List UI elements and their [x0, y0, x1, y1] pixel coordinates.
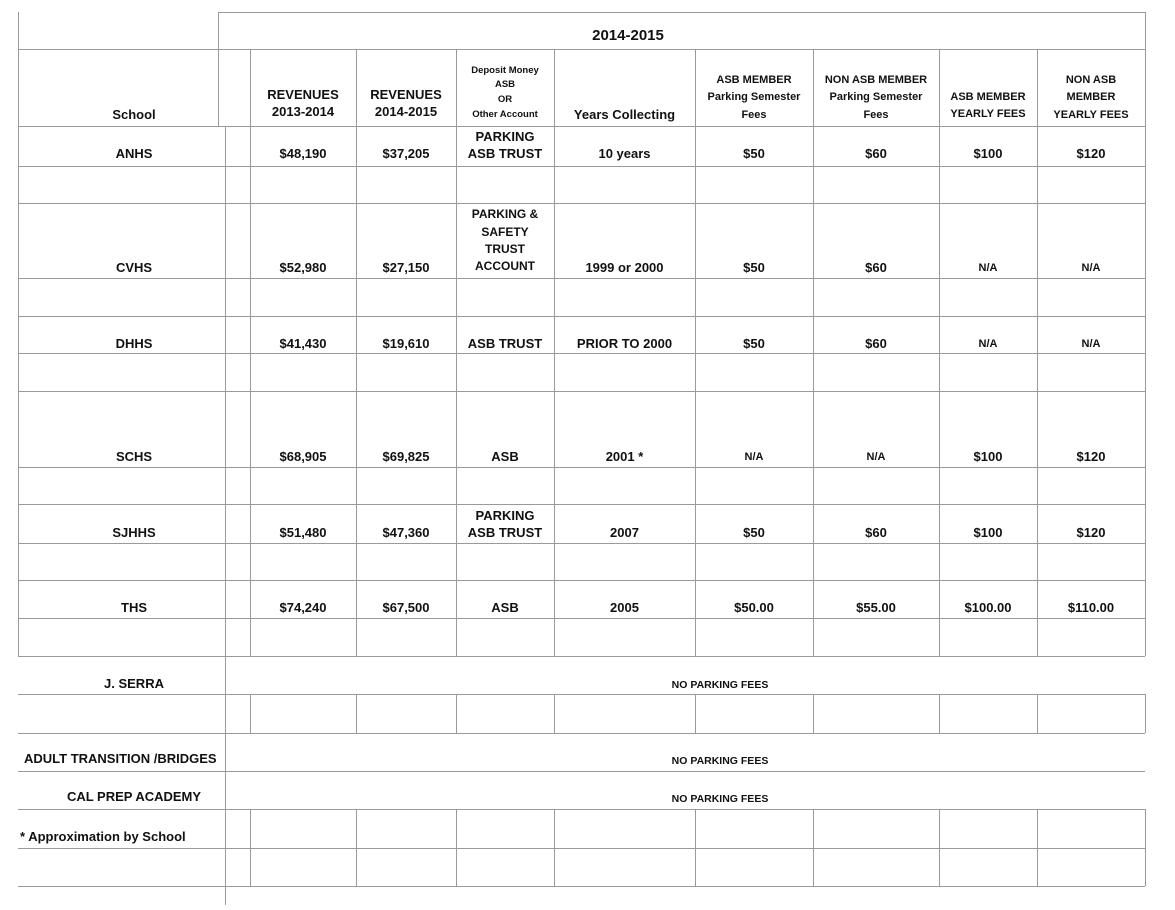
non-asb-yearly-fee: $120: [1076, 449, 1106, 465]
grid-line-horizontal: [18, 580, 1145, 581]
header-label: REVENUES: [370, 86, 442, 102]
header-school: School: [112, 107, 156, 123]
grid-line-horizontal: [18, 166, 1145, 167]
grid-line-vertical: [1145, 49, 1146, 656]
grid-line-horizontal: [18, 504, 1145, 505]
asb-yearly-fee: $100.00: [964, 600, 1012, 616]
header-non-asb-parking-fees: [813, 70, 939, 126]
years-collecting: PRIOR TO 2000: [576, 336, 673, 352]
header-label: Parking Semester: [707, 91, 801, 104]
revenue-2014-2015: $67,500: [382, 600, 430, 616]
asb-yearly-fee: $100: [973, 525, 1003, 541]
deposit-line: ASB TRUST: [467, 525, 543, 540]
grid-line-horizontal: [18, 848, 1145, 849]
non-asb-parking-fee: N/A: [866, 450, 886, 463]
deposit-account: [456, 503, 554, 545]
header-label: YEARLY FEES: [950, 108, 1026, 120]
footnote: * Approximation by School: [20, 829, 186, 845]
header-label: Deposit Money: [471, 64, 539, 76]
grid-line-vertical: [250, 694, 251, 733]
header-years-collecting: Years Collecting: [573, 107, 676, 123]
header-label: 2014-2015: [374, 104, 438, 119]
revenue-2013-2014: $74,240: [279, 600, 327, 616]
header-label: 2013-2014: [271, 104, 335, 119]
header-asb-yearly-fees: [939, 86, 1037, 126]
no-parking-fees-note: NO PARKING FEES: [671, 793, 769, 806]
header-label: ASB MEMBER: [950, 90, 1026, 103]
years-collecting: 1999 or 2000: [585, 260, 664, 276]
header-label: OR: [497, 94, 513, 105]
non-asb-parking-fee: $60: [865, 260, 887, 276]
grid-line-vertical: [554, 694, 555, 733]
deposit-line: PARKING: [475, 128, 535, 144]
grid-line-vertical: [1037, 809, 1038, 886]
non-asb-parking-fee: $60: [865, 146, 887, 162]
grid-line-vertical: [554, 809, 555, 886]
header-label: Other Account: [472, 108, 538, 120]
header-label: ASB MEMBER: [716, 74, 792, 87]
school-name: SJHHS: [112, 525, 156, 541]
asb-parking-fee: N/A: [744, 450, 764, 463]
header-label: MEMBER: [1066, 91, 1116, 104]
grid-line-vertical: [813, 809, 814, 886]
asb-yearly-fee: N/A: [978, 261, 998, 274]
school-name: CAL PREP ACADEMY: [66, 789, 202, 805]
deposit-account: ASB TRUST: [467, 336, 543, 352]
asb-parking-fee: $50: [743, 336, 765, 352]
school-name: THS: [121, 600, 147, 616]
deposit-line: TRUST: [485, 242, 525, 256]
non-asb-yearly-fee: $110.00: [1067, 600, 1115, 616]
header-label: REVENUES: [267, 86, 339, 102]
years-collecting: 10 years: [598, 146, 651, 162]
revenue-2014-2015: $69,825: [382, 449, 430, 465]
revenue-2014-2015: $37,205: [382, 146, 430, 162]
deposit-line: SAFETY: [481, 224, 529, 239]
no-parking-fees-note: NO PARKING FEES: [671, 679, 769, 692]
grid-line-horizontal: [18, 886, 1145, 887]
grid-line-vertical: [695, 694, 696, 733]
grid-line-vertical: [1145, 694, 1146, 733]
grid-line-vertical: [1145, 809, 1146, 886]
no-parking-fees-note: NO PARKING FEES: [671, 755, 769, 768]
grid-line-horizontal: [18, 656, 1145, 657]
header-revenues-2014-2015: [356, 80, 456, 126]
revenue-2013-2014: $52,980: [279, 260, 327, 276]
years-collecting: 2001 *: [605, 449, 644, 465]
grid-line-vertical: [939, 809, 940, 886]
header-label: Parking Semester: [829, 91, 923, 104]
grid-line-vertical: [456, 694, 457, 733]
header-label: NON ASB: [1065, 74, 1117, 87]
grid-line-horizontal: [18, 126, 1145, 127]
revenue-2014-2015: $19,610: [382, 336, 430, 352]
revenue-2013-2014: $41,430: [279, 336, 327, 352]
school-name: CVHS: [115, 260, 153, 276]
asb-yearly-fee: $100: [973, 449, 1003, 465]
deposit-line: ACCOUNT: [475, 259, 535, 274]
revenue-2013-2014: $51,480: [279, 525, 327, 541]
non-asb-parking-fee: $60: [865, 525, 887, 541]
deposit-account: [456, 204, 554, 278]
years-collecting: 2007: [610, 525, 639, 541]
asb-parking-fee: $50: [743, 260, 765, 276]
school-name: ADULT TRANSITION /BRIDGES: [24, 751, 217, 767]
deposit-account: [456, 124, 554, 166]
deposit-line: PARKING &: [471, 207, 539, 222]
non-asb-parking-fee: $55.00: [856, 600, 896, 616]
asb-parking-fee: $50: [743, 146, 765, 162]
deposit-account: ASB: [491, 600, 519, 616]
grid-line-vertical: [356, 694, 357, 733]
grid-line-vertical: [356, 809, 357, 886]
grid-line-vertical: [939, 694, 940, 733]
non-asb-parking-fee: $60: [865, 336, 887, 352]
non-asb-yearly-fee: $120: [1076, 146, 1106, 162]
years-collecting: 2005: [610, 600, 639, 616]
asb-yearly-fee: $100: [973, 146, 1003, 162]
header-label: Fees: [741, 108, 767, 121]
header-label: Fees: [863, 108, 889, 121]
header-revenues-2013-2014: [250, 80, 356, 126]
header-label: ASB: [494, 79, 516, 91]
school-name: ANHS: [115, 146, 153, 162]
revenue-2013-2014: $68,905: [279, 449, 327, 465]
header-deposit-money: [456, 60, 554, 126]
grid-line-vertical: [695, 809, 696, 886]
grid-line-horizontal: [18, 733, 1145, 734]
header-asb-parking-fees: [695, 70, 813, 126]
revenue-2013-2014: $48,190: [279, 146, 327, 162]
grid-line-vertical: [1037, 694, 1038, 733]
asb-parking-fee: $50: [743, 525, 765, 541]
deposit-line: ASB TRUST: [467, 146, 543, 161]
school-name: J. SERRA: [104, 676, 164, 692]
non-asb-yearly-fee: N/A: [1081, 261, 1101, 274]
non-asb-yearly-fee: N/A: [1081, 337, 1101, 350]
grid-line-horizontal: [218, 12, 1145, 13]
grid-line-vertical: [456, 809, 457, 886]
grid-line-horizontal: [18, 316, 1145, 317]
asb-parking-fee: $50.00: [734, 600, 774, 616]
non-asb-yearly-fee: $120: [1076, 525, 1106, 541]
header-non-asb-yearly-fees: [1037, 70, 1145, 126]
revenue-2014-2015: $27,150: [382, 260, 430, 276]
grid-line-vertical: [813, 694, 814, 733]
deposit-account: ASB: [491, 449, 519, 465]
school-name: SCHS: [115, 449, 153, 465]
deposit-line: PARKING: [475, 507, 535, 523]
year-header: 2014-2015: [592, 27, 664, 45]
header-label: NON ASB MEMBER: [824, 74, 928, 87]
asb-yearly-fee: N/A: [978, 337, 998, 350]
grid-line-horizontal: [18, 391, 1145, 392]
header-label: YEARLY FEES: [1053, 108, 1129, 121]
school-name: DHHS: [115, 336, 153, 352]
grid-line-horizontal: [18, 203, 1145, 204]
revenue-2014-2015: $47,360: [382, 525, 430, 541]
